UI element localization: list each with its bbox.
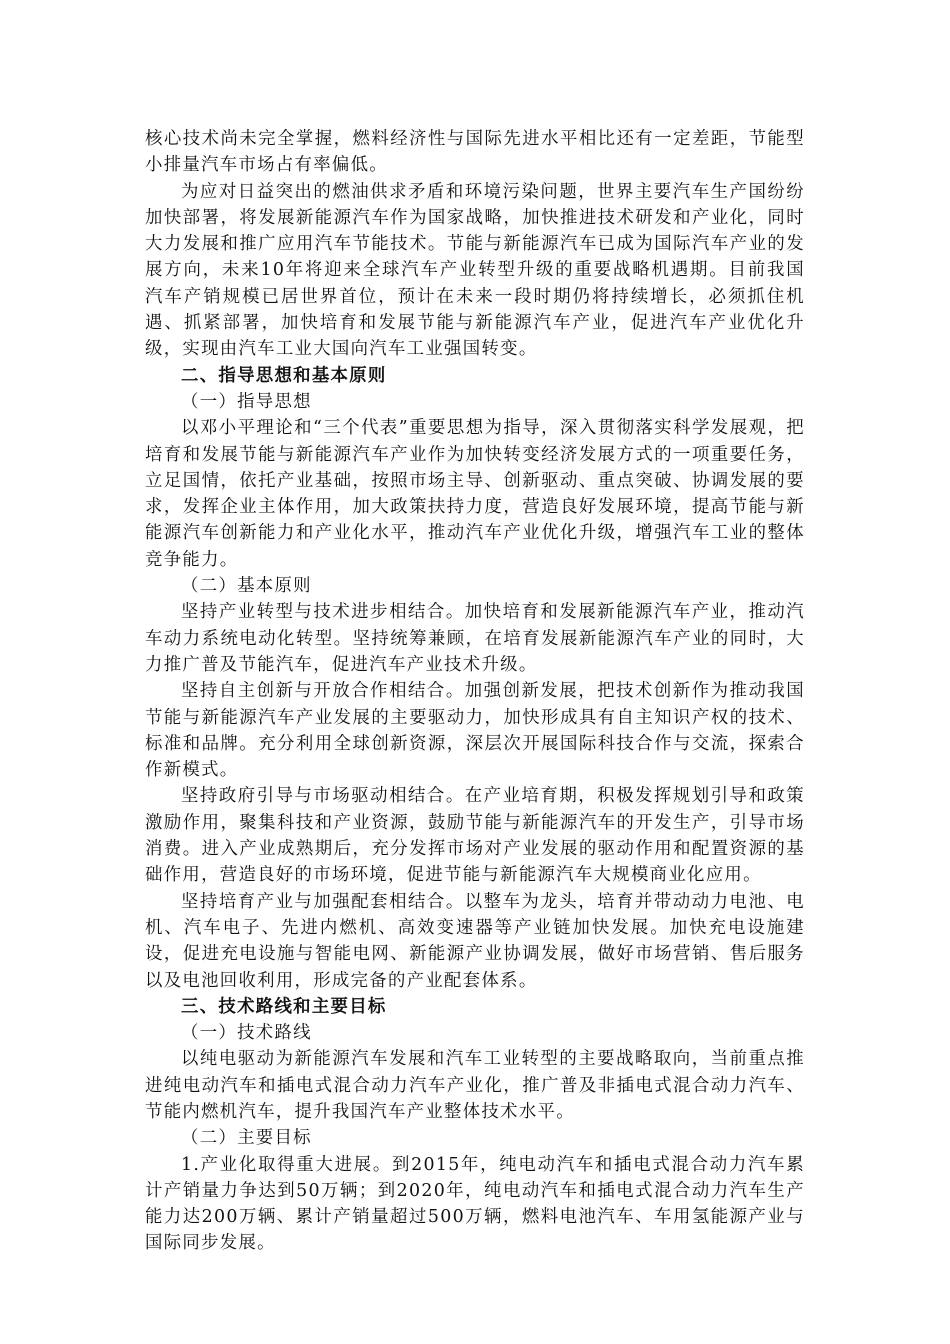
document-body [145, 126, 805, 1257]
section-heading: 三、技术路线和主要目标 [181, 996, 387, 1017]
body-paragraph: 坚持培育产业与加强配套相结合。以整车为龙头，培育并带动动力电池、电机、汽车电子、先进内燃机、高效变速器等产业链加快发展。加快充电设施建设，促进充电设施与智能电网、新能源产业协调发展，做好市场营销、售后服务以及电池回收利用，形成完备的产业配套体系。 [145, 891, 805, 991]
body-paragraph: 为应对日益突出的燃油供求矛盾和环境污染问题，世界主要汽车生产国纷纷加快部署，将发展新能源汽车作为国家战略，加快推进技术研发和产业化，同时大力发展和推广应用汽车节能技术。节能与新能源汽车已成为国际汽车产业的发展方向，未来10年将迎来全球汽车产业转型升级的重要战略机遇期。目前我国汽车产销规模已居世界首位，预计在未来一段时期仍将持续增长，必须抓住机遇、抓紧部署，加快培育和发展节能与新能源汽车产业，促进汽车产业优化升级，实现由汽车工业大国向汽车工业强国转变。 [145, 181, 805, 360]
subsection-heading: （二）基本原则 [181, 576, 312, 597]
body-paragraph: 以纯电驱动为新能源汽车发展和汽车工业转型的主要战略取向，当前重点推进纯电动汽车和插电式混合动力汽车产业化，推广普及非插电式混合动力汽车、节能内燃机汽车，提升我国汽车产业整体技术水平。 [145, 1049, 805, 1122]
subsection-heading: （一）技术路线 [181, 1023, 312, 1044]
section-heading: 二、指导思想和基本原则 [181, 365, 387, 386]
body-paragraph: 坚持政府引导与市场驱动相结合。在产业培育期，积极发挥规划引导和政策激励作用，聚集科技和产业资源，鼓励节能与新能源汽车的开发生产，引导市场消费。进入产业成熟期后，充分发挥市场对产业发展的驱动作用和配置资源的基础作用，营造良好的市场环境，促进节能与新能源汽车大规模商业化应用。 [145, 786, 805, 886]
subsection-heading: （二）主要目标 [181, 1128, 312, 1149]
body-paragraph: 坚持自主创新与开放合作相结合。加强创新发展，把技术创新作为推动我国节能与新能源汽车产业发展的主要驱动力，加快形成具有自主知识产权的技术、标准和品牌。充分利用全球创新资源，深层次开展国际科技合作与交流，探索合作新模式。 [145, 681, 805, 781]
body-paragraph: 核心技术尚未完全掌握，燃料经济性与国际先进水平相比还有一定差距，节能型小排量汽车市场占有率偏低。 [145, 129, 805, 176]
body-paragraph: 坚持产业转型与技术进步相结合。加快培育和发展新能源汽车产业，推动汽车动力系统电动化转型。坚持统筹兼顾，在培育发展新能源汽车产业的同时，大力推广普及节能汽车，促进汽车产业技术升级。 [145, 602, 805, 675]
subsection-heading: （一）指导思想 [181, 391, 312, 412]
body-paragraph: 以邓小平理论和“三个代表”重要思想为指导，深入贯彻落实科学发展观，把培育和发展节能与新能源汽车产业作为加快转变经济发展方式的一项重要任务，立足国情，依托产业基础，按照市场主导、创新驱动、重点突破、协调发展的要求，发挥企业主体作用，加大政策扶持力度，营造良好发展环境，提高节能与新能源汽车创新能力和产业化水平，推动汽车产业优化升级，增强汽车工业的整体竞争能力。 [145, 418, 805, 570]
body-paragraph: 1.产业化取得重大进展。到2015年，纯电动汽车和插电式混合动力汽车累计产销量力争达到50万辆；到2020年，纯电动汽车和插电式混合动力汽车生产能力达200万辆、累计产销量超过500万辆，燃料电池汽车、车用氢能源产业与国际同步发展。 [145, 1154, 805, 1254]
